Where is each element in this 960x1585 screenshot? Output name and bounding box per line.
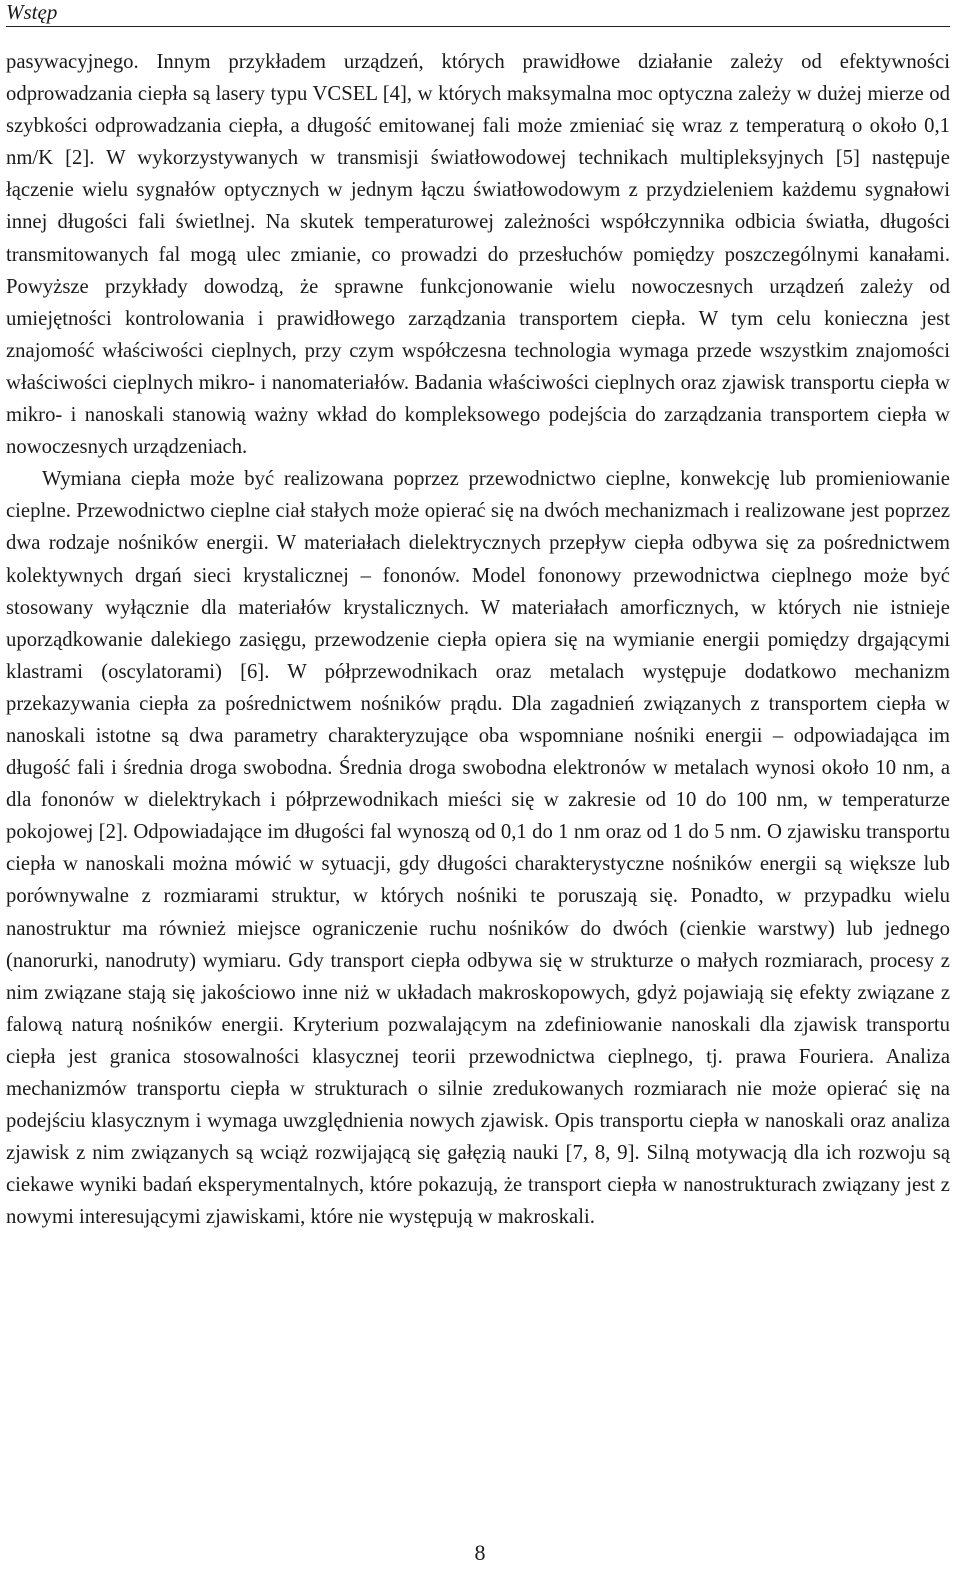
- body-text: [6, 46, 950, 1233]
- page-number: 8: [474, 1540, 486, 1565]
- paragraph-continuation: pasywacyjnego. Innym przykładem urządzeń, których prawidłowe działanie zależy od efektywności odprowadzania ciepła są lasery typu VCSEL [4], w których maksymalna moc optyczna zależy w dużej mierze od szybkości odprowadzania ciepła, a długość emitowanej fali może zmieniać się wraz z temperaturą o około 0,1 nm/K [2]. W wykorzystywanych w transmisji światłowodowej technikach multipleksyjnych [5] następuje łączenie wielu sygnałów optycznych w jednym łączu światłowodowym z przydzieleniem każdemu sygnałowi innej długości fali świetlnej. Na skutek temperaturowej zależności współczynnika odbicia światła, długości transmitowanych fal mogą ulec zmianie, co prowadzi do przesłuchów pomiędzy poszczególnymi kanałami. Powyższe przykłady dowodzą, że sprawne funkcjonowanie wielu nowoczesnych urządzeń zależy od umiejętności kontrolowania i prawidłowego zarządzania transportem ciepła. W tym celu konieczna jest znajomość właściwości cieplnych, przy czym współczesna technologia wymaga przede wszystkim znajomości właściwości cieplnych mikro- i nanomateriałów. Badania właściwości cieplnych oraz zjawisk transportu ciepła w mikro- i nanoskali stanowią ważny wkład do kompleksowego podejścia do zarządzania transportem ciepła w nowoczesnych urządzeniach.: [6, 51, 950, 459]
- running-header: [6, 0, 950, 27]
- section-title: Wstęp: [6, 0, 58, 24]
- paragraph-heat-exchange: Wymiana ciepła może być realizowana poprzez przewodnictwo cieplne, konwekcję lub promieniowanie cieplne. Przewodnictwo cieplne ciał stałych może opierać się na dwóch mechanizmach i realizowane jest poprzez dwa rodzaje nośników energii. W materiałach dielektrycznych przepływ ciepła odbywa się za pośrednictwem kolektywnych drgań sieci krystalicznej – fononów. Model fononowy przewodnictwa cieplnego może być stosowany wyłącznie dla materiałów krystalicznych. W materiałach amorficznych, w których nie istnieje uporządkowanie dalekiego zasięgu, przewodzenie ciepła opiera się na wymianie energii pomiędzy drgającymi klastrami (oscylatorami) [6]. W półprzewodnikach oraz metalach występuje dodatkowo mechanizm przekazywania ciepła za pośrednictwem nośników prądu. Dla zagadnień związanych z transportem ciepła w nanoskali istotne są dwa parametry charakteryzujące oba wspomniane nośniki energii – odpowiadająca im długość fali i średnia droga swobodna. Średnia droga swobodna elektronów w metalach wynosi około 10 nm, a dla fononów w dielektrykach i półprzewodnikach mieści się w zakresie od 10 do 100 nm, w temperaturze pokojowej [2]. Odpowiadające im długości fal wynoszą od 0,1 do 1 nm oraz od 1 do 5 nm. O zjawisku transportu ciepła w nanoskali można mówić w sytuacji, gdy długości charakterystyczne nośników energii są większe lub porównywalne z rozmiarami struktur, w których nośniki te poruszają się. Ponadto, w przypadku wielu nanostruktur ma również miejsce ograniczenie ruchu nośników do dwóch (cienkie warstwy) lub jednego (nanorurki, nanodruty) wymiaru. Gdy transport ciepła odbywa się w strukturze o małych rozmiarach, procesy z nim związane stają się jakościowo inne niż w układach makroskopowych, gdyż pojawiają się efekty związane z falową naturą nośników energii. Kryterium pozwalającym na zdefiniowanie nanoskali dla zjawisk transportu ciepła jest granica stosowalności klasycznej teorii przewodnictwa cieplnego, tj. prawa Fouriera. Analiza mechanizmów transportu ciepła w strukturach o silnie zredukowanych rozmiarach nie może opierać się na podejściu klasycznym i wymaga uwzględnienia nowych zjawisk. Opis transportu ciepła w nanoskali oraz analiza zjawisk z nim związanych są wciąż rozwijającą się gałęzią nauki [7, 8, 9]. Silną motywacją dla ich rozwoju są ciekawe wyniki badań eksperymentalnych, które pokazują, że transport ciepła w nanostrukturach związany jest z nowymi interesującymi zjawiskami, które nie występują w makroskali.: [6, 468, 950, 1229]
